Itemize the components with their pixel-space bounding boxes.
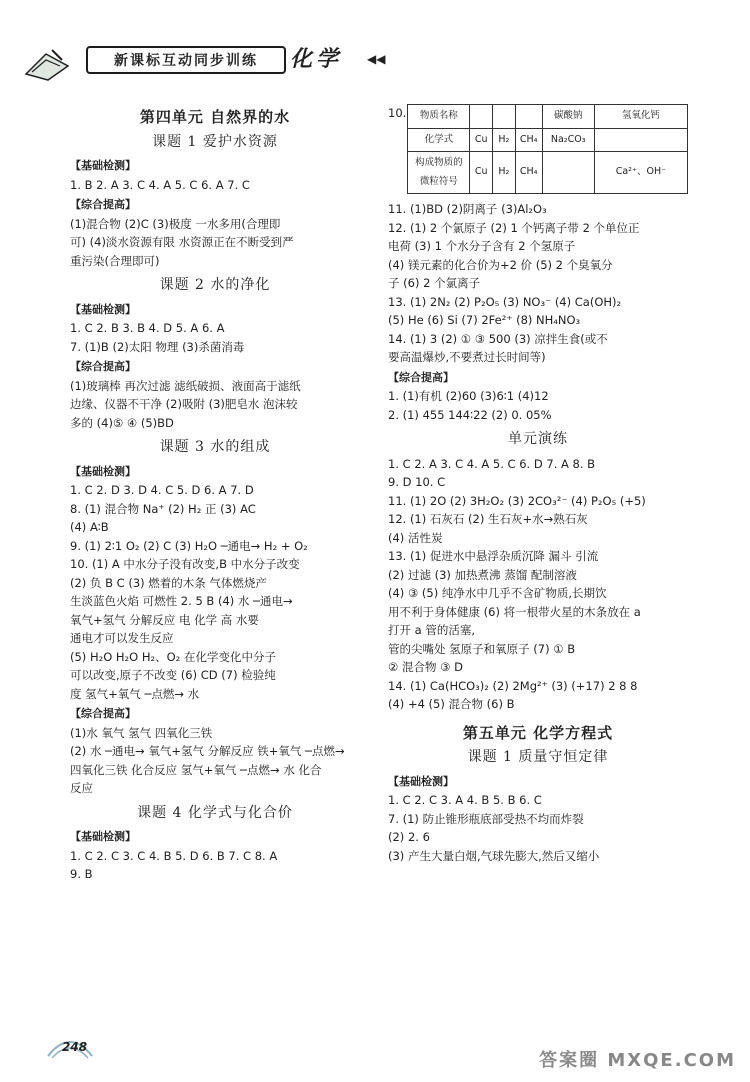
answer-line: (2) 水 ─通电→ 氧气+氢气 分解反应 铁+氧气 ─点燃→ bbox=[70, 744, 345, 758]
substance-table bbox=[407, 104, 688, 194]
subject-title: 化学 bbox=[290, 46, 343, 72]
answer-line: 14. (1) Ca(HCO₃)₂ (2) 2Mg²⁺ (3) (+17) 2 8 8 bbox=[388, 678, 638, 693]
answer-line: 11. (1) 2O (2) 3H₂O₂ (3) 2CO₃²⁻ (4) P₂O₅ (+5) bbox=[388, 493, 646, 508]
answer-line: 可以改变,原子不改变 (6) CD (7) 检验纯 bbox=[70, 668, 276, 682]
answer-line: (5) He (6) Si (7) 2Fe²⁺ (8) NH₄NO₃ bbox=[388, 313, 581, 327]
table-cell bbox=[493, 105, 516, 129]
answer-line: 12. (1) 2 个氯原子 (2) 1 个钙离子带 2 个单位正 bbox=[388, 220, 640, 235]
answer-line: (4) 活性炭 bbox=[388, 530, 443, 545]
table-cell: CH₄ bbox=[515, 152, 542, 194]
answer-line: 1. C 2. C 3. A 4. B 5. B 6. C bbox=[388, 793, 542, 807]
table-cell bbox=[470, 105, 493, 129]
table-cell bbox=[542, 152, 594, 194]
answer-line: 1. (1)有机 (2)60 (3)6∶1 (4)12 bbox=[388, 389, 549, 403]
table-row bbox=[408, 128, 688, 152]
answer-line: 9. D 10. C bbox=[388, 475, 446, 489]
answer-line: 13. (1) 促进水中悬浮杂质沉降 漏斗 引流 bbox=[388, 549, 599, 563]
answer-line: (1)水 氧气 氢气 四氧化三铁 bbox=[70, 725, 213, 740]
answer-line: 1. C 2. B 3. B 4. D 5. A 6. A bbox=[70, 321, 225, 335]
answer-line: 要高温爆炒,不要煮过长时间等) bbox=[388, 350, 546, 364]
answer-line: (3) 产生大量白烟,气球先膨大,然后又缩小 bbox=[388, 848, 600, 863]
section-heading: 【基础检测】 bbox=[388, 774, 454, 788]
lesson-title: 课题 3 水的组成 bbox=[159, 439, 271, 455]
book-header bbox=[22, 40, 402, 88]
answer-line: 管的尖嘴处 氢原子和氧原子 (7) ① B bbox=[388, 641, 576, 656]
section-heading: 【基础检测】 bbox=[70, 302, 136, 316]
table-cell: Ca²⁺、OH⁻ bbox=[594, 152, 687, 194]
lesson-title-mass-conservation: 课题 1 质量守恒定律 bbox=[467, 749, 609, 765]
answer-line: 1. C 2. A 3. C 4. A 5. C 6. D 7. A 8. B bbox=[388, 456, 596, 471]
lesson-title-unit-practice: 单元演练 bbox=[508, 431, 568, 447]
answer-line: 7. (1) 防止锥形瓶底部受热不均而炸裂 bbox=[388, 811, 584, 826]
lesson-title: 课题 1 爱护水资源 bbox=[152, 133, 278, 150]
answer-line: 电荷 (3) 1 个水分子含有 2 个氢原子 bbox=[388, 239, 576, 253]
answer-line: 8. (1) 混合物 Na⁺ (2) H₂ 正 (3) AC bbox=[70, 501, 256, 516]
answer-line: 1. B 2. A 3. C 4. A 5. C 6. A 7. C bbox=[70, 177, 250, 192]
answer-line: (4) +4 (5) 混合物 (6) B bbox=[388, 697, 515, 711]
table-cell: H₂ bbox=[493, 152, 516, 194]
answer-line: 可) (4)淡水资源有限 水资源正在不断受到严 bbox=[70, 235, 294, 249]
lesson-title: 课题 2 水的净化 bbox=[159, 277, 271, 293]
table-cell: 构成物质的微粒符号 bbox=[408, 152, 470, 194]
section-heading: 【综合提高】 bbox=[70, 360, 136, 373]
table-cell: 物质名称 bbox=[408, 105, 470, 129]
answer-line: (1)混合物 (2)C (3)极度 一水多用(合理即 bbox=[70, 216, 281, 231]
table-row bbox=[408, 152, 688, 194]
series-title: 新课标互动同步训练 bbox=[86, 46, 286, 74]
answer-line: 14. (1) 3 (2) ① ③ 500 (3) 凉拌生食(或不 bbox=[388, 331, 608, 346]
unit-five-title: 第五单元 化学方程式 bbox=[462, 723, 614, 742]
table-cell: Cu bbox=[470, 128, 493, 152]
answers-comprehensive bbox=[388, 387, 688, 424]
answer-line: 多的 (4)⑤ ④ (5)BD bbox=[70, 415, 174, 430]
answer-line: (2) 负 B C (3) 燃着的木条 气体燃烧产 bbox=[70, 575, 267, 590]
answer-line: 13. (1) 2N₂ (2) P₂O₅ (3) NO₃⁻ (4) Ca(OH)₂ bbox=[388, 294, 622, 309]
answer-line: 1. C 2. C 3. C 4. B 5. D 6. B 7. C 8. A bbox=[70, 848, 278, 863]
answer-line: 7. (1)B (2)太阳 物理 (3)杀菌消毒 bbox=[70, 339, 245, 354]
section-heading: 【综合提高】 bbox=[388, 370, 454, 384]
page-number: 248 bbox=[62, 1040, 88, 1054]
table-cell: Cu bbox=[470, 152, 493, 194]
answer-line: (2) 2. 6 bbox=[388, 830, 430, 844]
answer-line: ② 混合物 ③ D bbox=[388, 660, 463, 674]
section-heading: 【综合提高】 bbox=[70, 198, 136, 211]
answers-basic bbox=[388, 791, 688, 865]
answer-line: 10. (1) A 中水分子没有改变,B 中水分子改变 bbox=[70, 557, 300, 571]
section-heading: 【基础检测】 bbox=[70, 464, 136, 478]
answer-line: 9. (1) 2∶1 O₂ (2) C (3) H₂O ─通电→ H₂ + O₂ bbox=[70, 538, 308, 553]
answer-line: 度 氢气+氧气 ─点燃→ 水 bbox=[70, 686, 200, 701]
left-column bbox=[70, 104, 360, 884]
section-heading: 【基础检测】 bbox=[70, 159, 136, 172]
answer-line: 打开 a 管的活塞, bbox=[388, 623, 476, 637]
table-cell: 氢氧化钙 bbox=[594, 105, 687, 129]
answer-line: (4) ③ (5) 纯净水中几乎不含矿物质,长期饮 bbox=[388, 586, 607, 600]
answer-line: 2. (1) 455 144∶22 (2) 0. 05% bbox=[388, 407, 552, 422]
answer-line: (1)玻璃棒 再次过滤 滤纸破损、液面高于滤纸 bbox=[70, 378, 301, 393]
unit-four-title: 第四单元 自然界的水 bbox=[139, 108, 291, 126]
answer-line: 9. B bbox=[70, 867, 93, 881]
answer-line: 11. (1)BD (2)阴离子 (3)Al₂O₃ bbox=[388, 202, 547, 216]
lesson-title: 课题 4 化学式与化合价 bbox=[137, 804, 293, 821]
table-cell bbox=[594, 128, 687, 152]
watermark: 答案圈 MXQE.COM bbox=[539, 1050, 736, 1071]
answer-line: 反应 bbox=[70, 781, 93, 795]
table-cell: CH₄ bbox=[515, 128, 542, 152]
book-logo-icon bbox=[22, 46, 72, 82]
table-cell: Na₂CO₃ bbox=[542, 128, 594, 152]
answer-line: (2) 过滤 (3) 加热煮沸 蒸馏 配制溶液 bbox=[388, 567, 577, 582]
table-cell: H₂ bbox=[493, 128, 516, 152]
answer-line: 氧气+氢气 分解反应 电 化学 高 水要 bbox=[70, 612, 259, 627]
q10-block bbox=[388, 104, 688, 200]
answers-11-14 bbox=[388, 200, 688, 367]
answer-line: 四氧化三铁 化合反应 氢气+氧气 ─点燃→ 水 化合 bbox=[70, 762, 322, 777]
answer-line: (4) A∶B bbox=[70, 520, 109, 534]
answer-line: 边缘、仪器不干净 (2)吸附 (3)肥皂水 泡沫较 bbox=[70, 397, 298, 411]
section-heading: 【基础检测】 bbox=[70, 830, 136, 843]
header-arrows: ◀◀ bbox=[367, 52, 386, 66]
answer-line: 1. C 2. D 3. D 4. C 5. D 6. A 7. D bbox=[70, 483, 254, 497]
answers-unit-practice bbox=[388, 455, 688, 714]
answer-line: 12. (1) 石灰石 (2) 生石灰+水→熟石灰 bbox=[388, 512, 588, 526]
answer-line: 重污染(合理即可) bbox=[70, 253, 160, 268]
answer-line: (4) 镁元素的化合价为+2 价 (5) 2 个臭氧分 bbox=[388, 257, 613, 272]
answer-line: 通电才可以发生反应 bbox=[70, 631, 174, 645]
table-cell: 化学式 bbox=[408, 128, 470, 152]
answer-line: 子 (6) 2 个氯离子 bbox=[388, 276, 481, 290]
table-row bbox=[408, 105, 688, 129]
right-column bbox=[388, 104, 688, 865]
answer-line: 用不利于身体健康 (6) 将一根带火星的木条放在 a bbox=[388, 604, 641, 619]
answer-line: 生淡蓝色火焰 可燃性 2. 5 B (4) 水 ─通电→ bbox=[70, 594, 293, 608]
table-cell: 碳酸钠 bbox=[542, 105, 594, 129]
answer-line: (5) H₂O H₂O H₂、O₂ 在化学变化中分子 bbox=[70, 649, 276, 664]
q10-label: 10. bbox=[388, 106, 407, 120]
section-heading: 【综合提高】 bbox=[70, 707, 136, 720]
table-cell bbox=[515, 105, 542, 129]
